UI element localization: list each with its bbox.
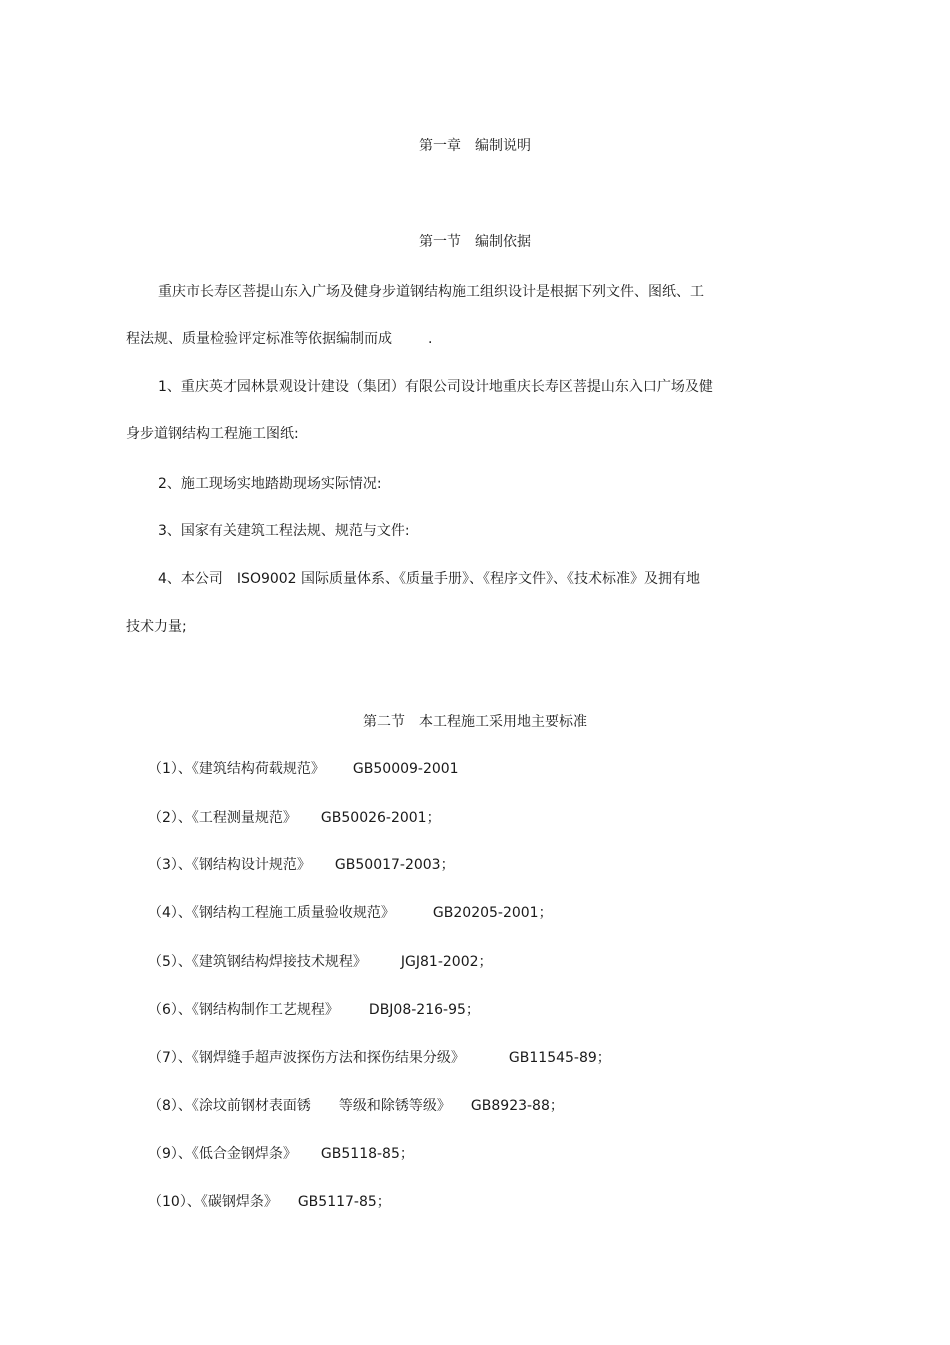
- standard-name: 《建筑钢结构焊接技术规程》: [191, 954, 367, 970]
- standard-code: GB20205-2001；: [432, 905, 553, 921]
- standard-item: [148, 952, 493, 972]
- standard-item: [148, 759, 459, 779]
- standard-number: （8）、: [148, 1098, 192, 1114]
- standard-number: （6）、: [148, 1002, 192, 1018]
- basis-item-4-rest: ISO9002 国际质量体系、《质量手册》、《程序文件》、《技术标准》及拥有地: [236, 571, 701, 587]
- standard-number: （7）、: [148, 1050, 192, 1066]
- standard-item: [148, 1144, 414, 1164]
- intro-period: .: [428, 331, 433, 347]
- basis-item-4-prefix: 4、本公司: [158, 571, 223, 587]
- standard-code: JGJ81-2002；: [400, 954, 493, 970]
- standard-code: DBJ08-216-95；: [368, 1002, 480, 1018]
- standard-name: 《建筑结构荷载规范》: [191, 761, 325, 777]
- standard-number: （3）、: [148, 857, 192, 873]
- standard-name: 《碳钢焊条》: [200, 1194, 278, 1210]
- standard-code: GB50017-2003；: [334, 857, 455, 873]
- standard-number: （10）、: [148, 1194, 201, 1210]
- standard-code: GB5117-85；: [297, 1194, 391, 1210]
- section-title-basis: 第一节 编制依据: [419, 234, 531, 250]
- basis-item-4-line1: [158, 569, 700, 589]
- standard-code: GB11545-89；: [508, 1050, 611, 1066]
- intro-text: 程法规、质量检验评定标准等依据编制而成: [126, 331, 392, 347]
- standard-number: （1）、: [148, 761, 192, 777]
- standard-code: GB8923-88；: [470, 1098, 564, 1114]
- section-title-standards: 第二节 本工程施工采用地主要标准: [363, 714, 587, 730]
- standard-item: [148, 1000, 480, 1020]
- standard-item: [148, 808, 441, 828]
- chapter-title: 第一章 编制说明: [419, 138, 531, 154]
- standard-code: GB50026-2001；: [320, 810, 441, 826]
- standard-item: [148, 1096, 564, 1116]
- standard-name: 《钢结构工程施工质量验收规范》: [191, 905, 395, 921]
- basis-item-1-line1: 1、重庆英才园林景观设计建设（集团）有限公司设计地重庆长寿区菩提山东入口广场及健: [158, 379, 713, 395]
- standard-item: [148, 903, 553, 923]
- standard-name: 《钢结构制作工艺规程》: [191, 1002, 339, 1018]
- standard-number: （4）、: [148, 905, 192, 921]
- intro-paragraph-line1: 重庆市长寿区菩提山东入广场及健身步道钢结构施工组织设计是根据下列文件、图纸、工: [158, 284, 704, 300]
- standard-number: （9）、: [148, 1146, 192, 1162]
- standard-number: （2）、: [148, 810, 192, 826]
- intro-paragraph-line2: [126, 329, 432, 349]
- standard-item: [148, 1192, 391, 1212]
- basis-item-1-line2: 身步道钢结构工程施工图纸:: [126, 426, 299, 442]
- standard-name: 《钢结构设计规范》: [191, 857, 311, 873]
- standard-name: 《钢焊缝手超声波探伤方法和探伤结果分级》: [191, 1050, 465, 1066]
- standard-number: （5）、: [148, 954, 192, 970]
- standard-item: [148, 1048, 611, 1068]
- standard-item: [148, 855, 455, 875]
- standard-name: 《工程测量规范》: [191, 810, 297, 826]
- standard-code: GB5118-85；: [320, 1146, 414, 1162]
- standard-name: 《低合金钢焊条》: [191, 1146, 297, 1162]
- standard-name: 《涂坟前钢材表面锈 等级和除锈等级》: [191, 1098, 451, 1114]
- standard-code: GB50009-2001: [352, 761, 459, 777]
- basis-item-4-line2: 技术力量;: [126, 619, 187, 635]
- basis-item-2: 2、施工现场实地踏勘现场实际情况:: [158, 476, 382, 492]
- basis-item-3: 3、国家有关建筑工程法规、规范与文件:: [158, 523, 410, 539]
